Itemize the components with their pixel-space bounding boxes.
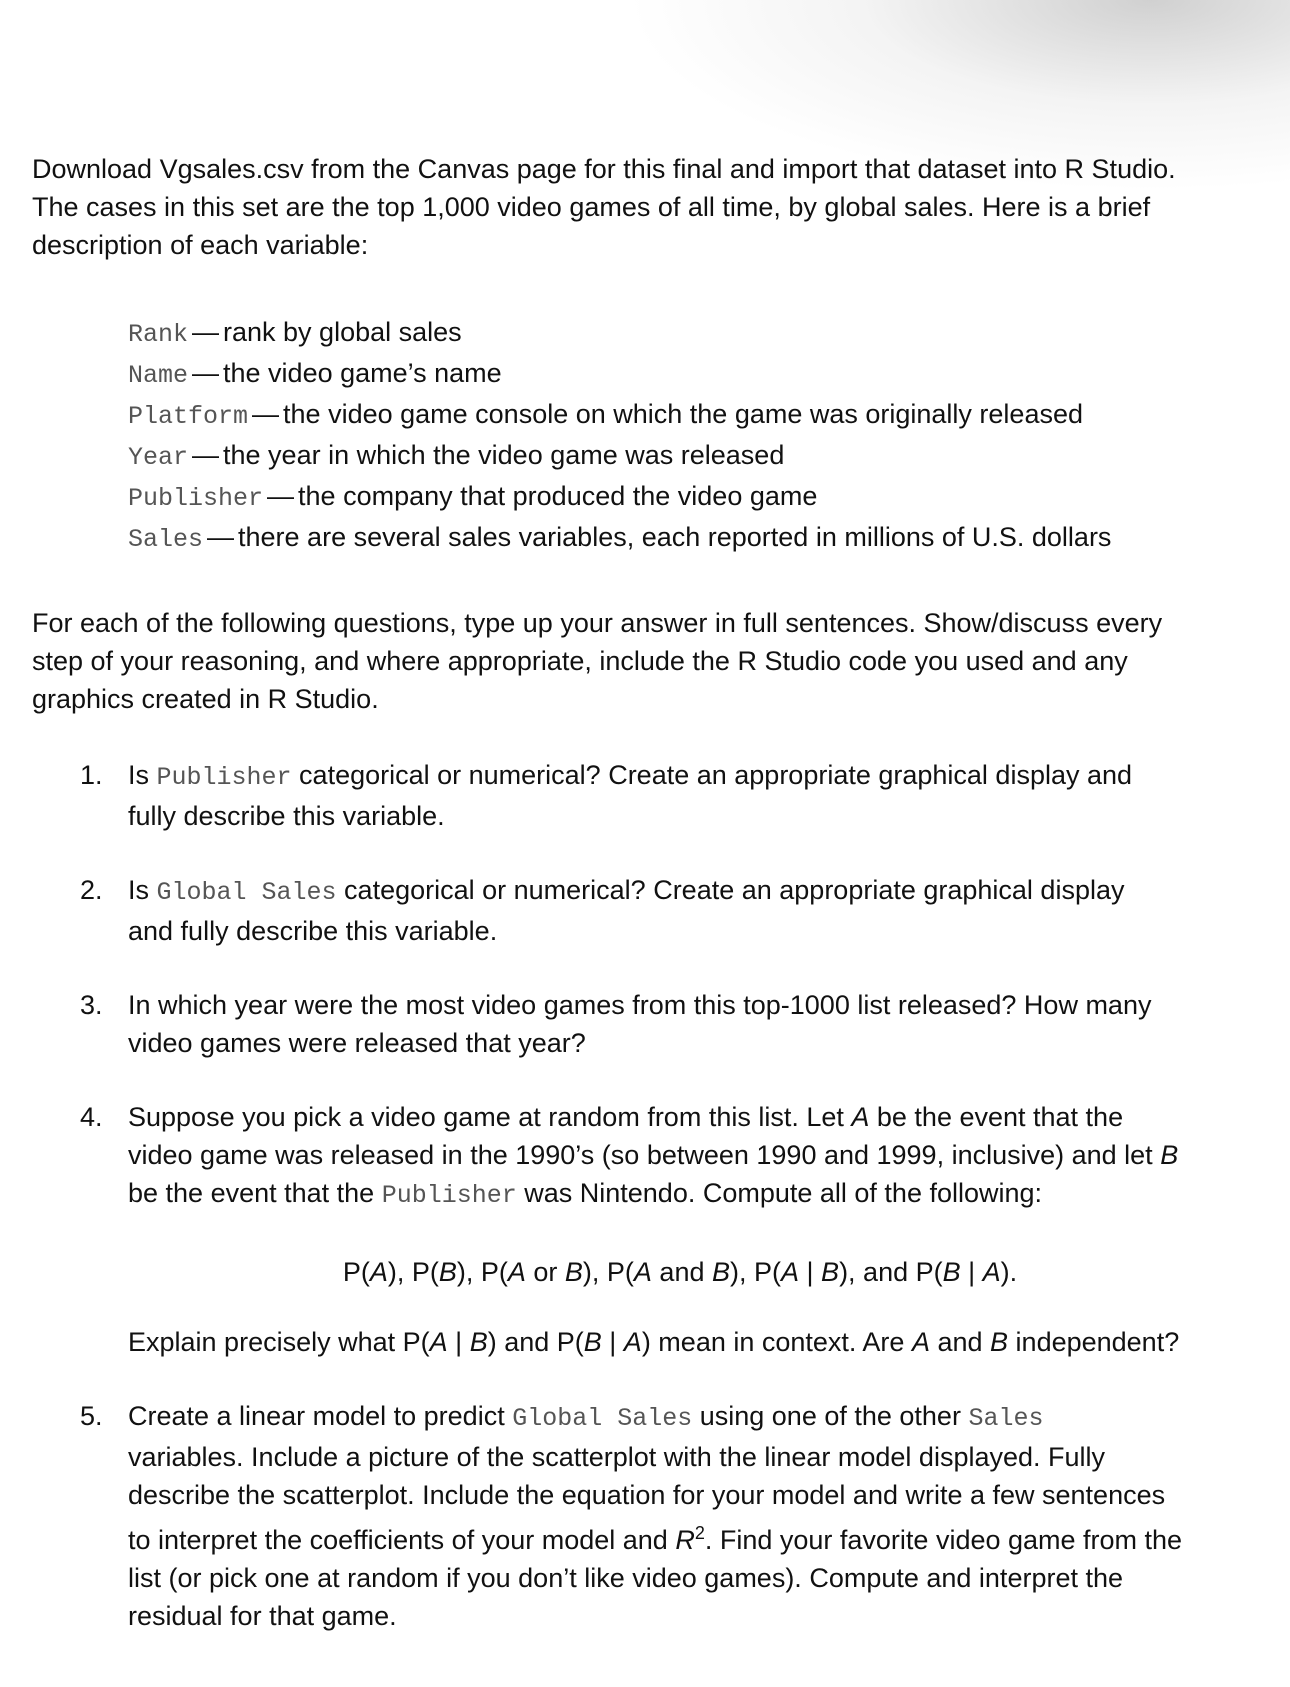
instructions-line-3: graphics created in R Studio. [32,684,379,714]
instructions-paragraph [32,604,1262,718]
question-number: 3. [80,990,103,1020]
variable-item-year [128,435,1272,476]
intro-paragraph [32,150,1262,264]
question-text: describe the scatterplot. Include the equation for your model and write a few sentences [128,1480,1166,1510]
em-dash: — [192,358,220,388]
question-text: using one of the other [692,1401,969,1431]
variable-name: Sales [128,525,204,554]
question-5 [32,1397,1272,1635]
em-dash: — [207,522,235,552]
question-text: video games were released that year? [128,1028,586,1058]
question-text: Create a linear model to predict [128,1401,513,1431]
question-4 [32,1098,1272,1361]
em-dash: — [192,317,220,347]
event-variable: B [1160,1140,1179,1170]
question-1 [32,756,1272,835]
question-number: 4. [80,1102,103,1132]
explain-line: Explain precisely what P(A | B) and P(B | A) mean in context. Are A and B independent? [128,1327,1180,1357]
question-text: list (or pick one at random if you don’t like video games). Compute and interpret the [128,1563,1124,1593]
question-text: fully describe this variable. [128,801,445,831]
inline-code: Global Sales [512,1404,693,1433]
variable-name: Publisher [128,484,264,513]
question-2 [32,871,1272,950]
variable-name: Name [128,361,189,390]
em-dash: — [192,440,220,470]
question-text: variables. Include a picture of the scatterplot with the linear model displayed. Fully [128,1442,1106,1472]
variable-item-rank [128,312,1272,353]
intro-line-3: description of each variable: [32,230,369,260]
question-text: categorical or numerical? Create an appropriate graphical display [336,875,1125,905]
variable-name: Rank [128,320,189,349]
question-text: categorical or numerical? Create an appropriate graphical display and [291,760,1133,790]
variable-description: the year in which the video game was released [223,440,785,470]
r-squared-symbol: R [675,1525,695,1555]
instructions-line-1: For each of the following questions, type up your answer in full sentences. Show/discuss every [32,608,1163,638]
variable-description: the video game’s name [223,358,502,388]
question-text: residual for that game. [128,1601,397,1631]
variable-list [128,312,1272,558]
explain-text [128,1323,1272,1361]
question-list [32,756,1272,1635]
question-text: Is [128,760,157,790]
question-text: was Nintendo. Compute all of the following: [516,1178,1043,1208]
event-variable: A [851,1102,870,1132]
em-dash: — [267,481,295,511]
inline-code: Publisher [381,1181,517,1210]
variable-description: the company that produced the video game [298,481,818,511]
intro-line-1: Download Vgsales.csv from the Canvas page for this final and import that dataset into R Studio. [32,154,1176,184]
inline-code: Publisher [156,763,292,792]
formula-text: P(A), P(B), P(A or B), P(A and B), P(A | B), and P(B | A). [342,1257,1018,1287]
question-text: be the event that the [869,1102,1124,1132]
question-text: Is [128,875,157,905]
r-squared-exponent: 2 [694,1523,705,1543]
em-dash: — [252,399,280,429]
variable-description: rank by global sales [223,317,462,347]
variable-name: Platform [128,402,249,431]
variable-name: Year [128,443,189,472]
question-text: . Find your favorite video game from the [704,1525,1183,1555]
variable-item-name [128,353,1272,394]
variable-description: there are several sales variables, each reported in millions of U.S. dollars [238,522,1112,552]
question-number: 5. [80,1401,103,1431]
question-text: Suppose you pick a video game at random from this list. Let [128,1102,852,1132]
inline-code: Global Sales [156,878,337,907]
question-text: and fully describe this variable. [128,916,498,946]
question-number: 1. [80,760,103,790]
probability-formula [128,1253,1272,1291]
variable-item-platform [128,394,1272,435]
variable-item-publisher [128,476,1272,517]
instructions-line-2: step of your reasoning, and where appropriate, include the R Studio code you used and any [32,646,1128,676]
variable-description: the video game console on which the game was originally released [283,399,1083,429]
question-text: In which year were the most video games from this top-1000 list released? How many [128,990,1152,1020]
inline-code: Sales [968,1404,1044,1433]
question-text: video game was released in the 1990’s (so between 1990 and 1999, inclusive) and let [128,1140,1161,1170]
variable-item-sales [128,517,1272,558]
question-3 [32,986,1272,1062]
intro-line-2: The cases in this set are the top 1,000 video games of all time, by global sales. Here is a brief [32,192,1151,222]
question-number: 2. [80,875,103,905]
document-body [32,150,1272,1635]
question-text: be the event that the [128,1178,382,1208]
question-text: to interpret the coefficients of your model and [128,1525,676,1555]
